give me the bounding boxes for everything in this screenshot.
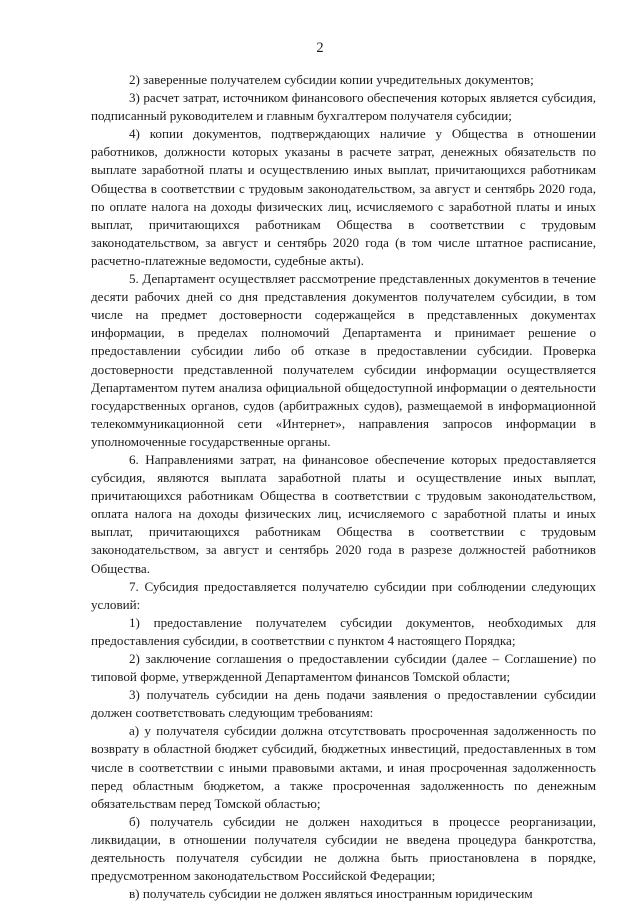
page-number: 2 [316, 40, 324, 56]
paragraph: 1) предоставление получателем субсидии документов, необходимых для предоставления субсидии, в соответствии с пунктом 4 настоящего Порядка; [91, 614, 596, 648]
paragraph: 2) заверенные получателем субсидии копии учредительных документов; [129, 72, 534, 87]
paragraph: а) у получателя субсидии должна отсутствовать просроченная задолженность по возврату в областной бюджет субсидий, бюджетных инвестиций, предоставленных в том числе в соответствии с иными правовыми актами, и иная просроченная задолженность перед областным бюджетом, а также просроченная задолженность по денежным обязательствам перед Томской областью; [91, 723, 596, 811]
paragraph: 7. Субсидия предоставляется получателю субсидии при соблюдении следующих условий: [91, 578, 596, 612]
paragraph: 4) копии документов, подтверждающих наличие у Общества в отношении работников, должности которых указаны в расчете затрат, денежных обязательств по выплате заработной платы и осуществлению иных выплат, причитающихся работникам Общества в соответствии с трудовым законодательством, за август и сентябрь 2020 года, по оплате налога на доходы физических лиц, исчисляемого с заработной платы и иных выплат, причитающихся работникам Общества в соответствии с трудовым законодательством, за август и сентябрь 2020 года (в том числе штатное расписание, расчетно-платежные ведомости, судебные акты). [91, 126, 596, 268]
paragraph: б) получатель субсидии не должен находиться в процессе реорганизации, ликвидации, в отношении получателя субсидии не введена процедура банкротства, деятельность получателя субсидии не должна быть приостановлена в порядке, предусмотренном законодательством Российской Федерации; [91, 813, 596, 884]
paragraph: 5. Департамент осуществляет рассмотрение представленных документов в течение десяти рабочих дней со дня представления документов получателем субсидии, в том числе на предмет достоверности содержащейся в представленных документах информации, в пределах полномочий Департамента и принимает решение о предоставлении субсидии либо об отказе в предоставлении субсидии. Проверка достоверности представленной получателем субсидии информации осуществляется Департаментом путем анализа официальной общедоступной информации о деятельности государственных органов, судов (арбитражных судов), размещаемой в информационной телекоммуникационной сети «Интернет», направления запросов информации в уполномоченные государственные органы. [91, 271, 596, 449]
paragraph: 6. Направлениями затрат, на финансовое обеспечение которых предоставляется субсидия, являются выплата заработной платы и осуществление иных выплат, причитающихся работникам Общества в соответствии с трудовым законодательством, оплата налога на доходы физических лиц, исчисляемого с заработной платы и иных выплат, причитающихся работникам Общества в соответствии с трудовым законодательством, за август и сентябрь 2020 года в разрезе должностей работников Общества. [91, 451, 596, 576]
document-body [91, 71, 596, 903]
paragraph: 2) заключение соглашения о предоставлении субсидии (далее – Соглашение) по типовой форме, утвержденной Департаментом финансов Томской области; [91, 651, 596, 685]
paragraph: 3) расчет затрат, источником финансового обеспечения которых является субсидия, подписанный руководителем и главным бухгалтером получателя субсидии; [91, 90, 596, 124]
paragraph: в) получатель субсидии не должен являться иностранным юридическим [129, 886, 533, 902]
paragraph: 3) получатель субсидии на день подачи заявления о предоставлении субсидии должен соответствовать следующим требованиям: [91, 687, 596, 721]
